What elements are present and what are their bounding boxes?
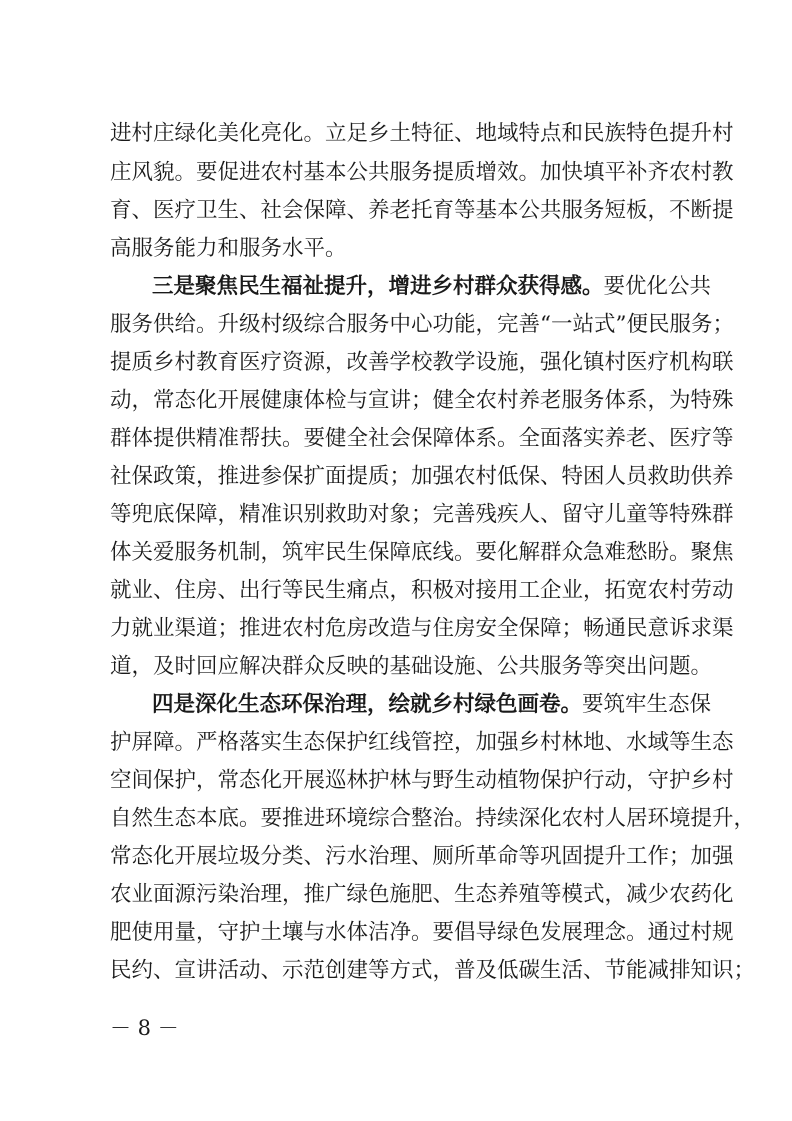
paragraph-2-line-2: 服务供给。升级村级综合服务中心功能，完善“一站式”便民服务； xyxy=(110,312,734,337)
paragraph-3-heading: 四是深化生态环保治理，绘就乡村绿色画卷。 xyxy=(152,692,583,717)
paragraph-2-line-8: 体关爱服务机制，筑牢民生保障底线。要化解群众急难愁盼。聚焦 xyxy=(110,540,734,565)
paragraph-2-line-7: 等兜底保障，精准识别救助对象；完善残疾人、留守儿童等特殊群 xyxy=(110,502,734,527)
paragraph-2-line-5: 群体提供精准帮扶。要健全社会保障体系。全面落实养老、医疗等 xyxy=(110,426,734,451)
paragraph-3-line-5: 常态化开展垃圾分类、污水治理、厕所革命等巩固提升工作；加强 xyxy=(110,844,734,869)
paragraph-2-line-10: 力就业渠道；推进农村危房改造与住房安全保障；畅通民意诉求渠 xyxy=(110,616,734,641)
paragraph-1-line-1: 进村庄绿化美化亮化。立足乡土特征、地域特点和民族特色提升村 xyxy=(110,121,734,146)
paragraph-2-heading: 三是聚焦民生福祉提升，增进乡村群众获得感。 xyxy=(152,274,604,299)
paragraph-2-line-9: 就业、住房、出行等民生痛点，积极对接用工企业，拓宽农村劳动 xyxy=(110,578,734,603)
paragraph-2-first-line-rest: 要优化公共 xyxy=(603,274,712,299)
paragraph-2-line-6: 社保政策，推进参保扩面提质；加强农村低保、特困人员救助供养 xyxy=(110,464,734,489)
page-number: － 8 － xyxy=(110,1016,179,1040)
paragraph-3-line-3: 空间保护，常态化开展巡林护林与野生动植物保护行动，守护乡村 xyxy=(110,768,734,793)
paragraph-2-line-11: 道，及时回应解决群众反映的基础设施、公共服务等突出问题。 xyxy=(110,654,713,679)
paragraph-3-first-line-rest: 要筑牢生态保 xyxy=(582,692,712,717)
paragraph-3-line-6: 农业面源污染治理，推广绿色施肥、生态养殖等模式，减少农药化 xyxy=(110,882,734,907)
paragraph-1-line-3: 育、医疗卫生、社会保障、养老托育等基本公共服务短板，不断提 xyxy=(110,198,734,223)
paragraph-3-line-2: 护屏障。严格落实生态保护红线管控，加强乡村林地、水域等生态 xyxy=(110,730,734,755)
paragraph-2-line-1 xyxy=(152,272,712,302)
paragraph-3-line-8: 民约、宣讲活动、示范创建等方式，普及低碳生活、节能减排知识； xyxy=(110,958,756,983)
paragraph-1-line-4: 高服务能力和服务水平。 xyxy=(110,236,347,261)
paragraph-3-line-4: 自然生态本底。要推进环境综合整治。持续深化农村人居环境提升， xyxy=(110,806,756,831)
paragraph-2-line-4: 动，常态化开展健康体检与宣讲；健全农村养老服务体系，为特殊 xyxy=(110,388,734,413)
paragraph-3-line-1 xyxy=(152,690,712,720)
paragraph-1-line-2: 庄风貌。要促进农村基本公共服务提质增效。加快填平补齐农村教 xyxy=(110,160,734,185)
paragraph-2-line-3: 提质乡村教育医疗资源，改善学校教学设施，强化镇村医疗机构联 xyxy=(110,350,734,375)
paragraph-3-line-7: 肥使用量，守护土壤与水体洁净。要倡导绿色发展理念。通过村规 xyxy=(110,920,734,945)
